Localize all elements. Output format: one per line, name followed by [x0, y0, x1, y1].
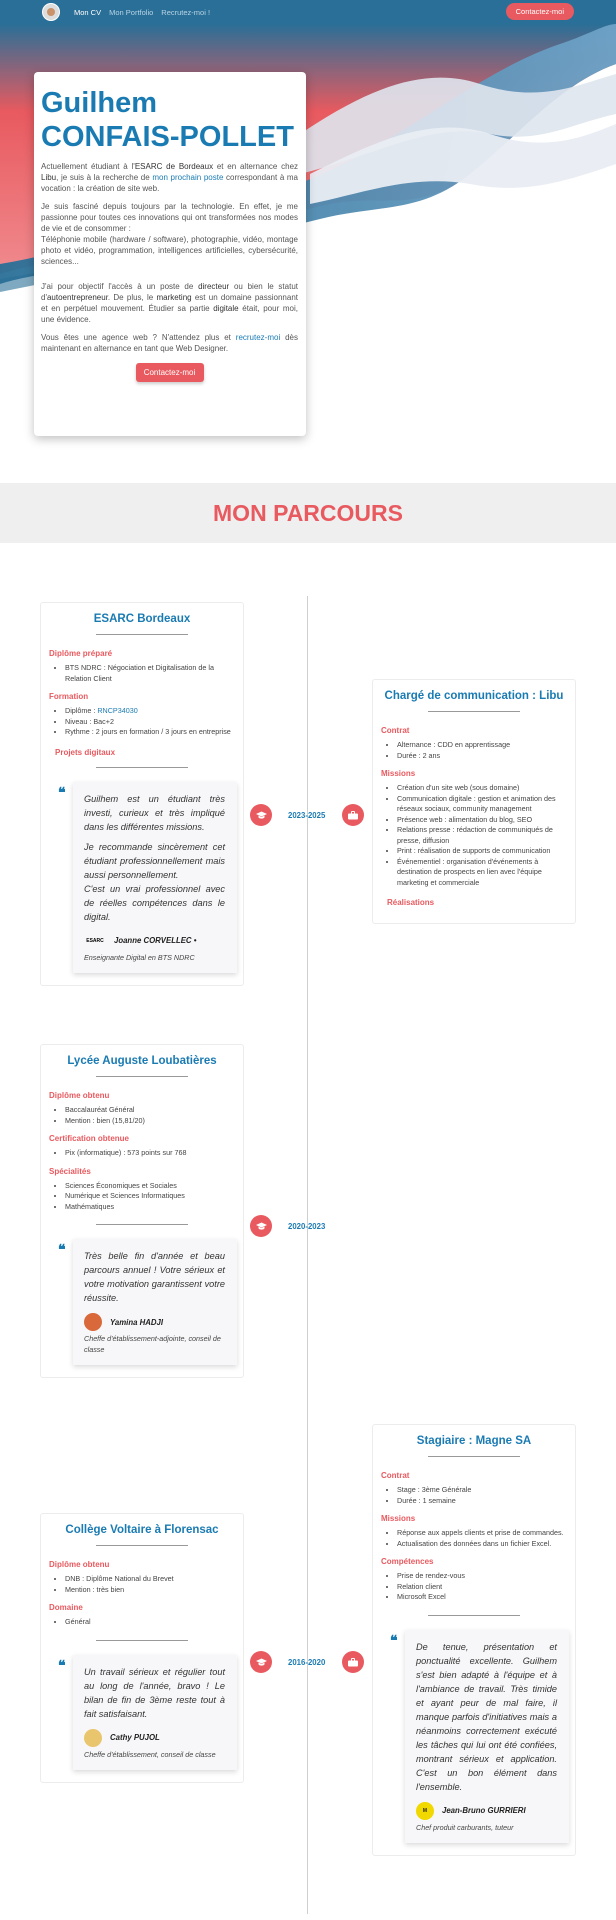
list-item: • Création d'un site web (sous domaine) — [397, 783, 567, 794]
text: J'ai pour objectif l'accès à un poste de — [41, 282, 199, 291]
company-logo: M — [416, 1802, 434, 1820]
text: Vous êtes une agence web ? N'attendez plus et — [41, 333, 236, 342]
hero-card — [34, 72, 306, 436]
projects-toggle[interactable]: Projets digitaux — [55, 747, 116, 757]
navbar — [0, 0, 616, 24]
list-item: • Réponse aux appels clients et prise de commandes. — [397, 1528, 567, 1539]
quote-icon: ❝ — [390, 1631, 398, 1648]
quote-icon: ❝ — [58, 783, 66, 800]
card-list — [65, 1574, 235, 1595]
author-role: Chef produit carburants, tuteur — [416, 1822, 514, 1832]
divider — [428, 711, 520, 712]
card-heading: Missions — [381, 769, 416, 778]
divider — [96, 1076, 188, 1077]
text: Actuellement étudiant à l' — [41, 162, 135, 171]
list-item: • Alternance : CDD en apprentissage — [397, 740, 567, 751]
card-title: Chargé de communication : Libu — [384, 690, 564, 702]
card-list — [397, 1528, 567, 1549]
timeline-card-libu — [372, 679, 576, 924]
text: , je suis à la recherche de — [56, 173, 153, 182]
list-item: • Stage : 3ème Générale — [397, 1485, 567, 1496]
text: dès maintenant en alternance en tant que Web Designer. — [41, 333, 298, 353]
list-item: • Mention : très bien — [65, 1585, 235, 1596]
text: et en alternance chez — [213, 162, 299, 171]
hero-last-name: CONFAIS-POLLET — [41, 121, 294, 153]
divider — [428, 1615, 520, 1616]
section-band — [0, 483, 616, 543]
next-job-link[interactable]: mon prochain poste — [152, 173, 224, 182]
list-item: • Événementiel : organisation d'événements à destination de prospects en lien avec l'équipe marketing et commerciale — [397, 857, 567, 889]
author-role: Enseignante Digital en BTS NDRC — [84, 952, 195, 962]
hero-goal-paragraph — [41, 281, 298, 325]
esarc-logo: ESARC — [86, 937, 104, 944]
divider — [96, 1545, 188, 1546]
card-heading: Diplôme obtenu — [49, 1560, 110, 1569]
timeline-card-esarc — [40, 602, 244, 986]
list-item: • Relation client — [397, 1582, 567, 1593]
timeline-card-lycee — [40, 1044, 244, 1378]
timeline-date: 2016-2020 — [288, 1658, 326, 1667]
card-list — [65, 1181, 235, 1213]
card-list — [65, 663, 235, 684]
hero-passion-paragraph — [41, 201, 298, 267]
list-item: • Général — [65, 1617, 235, 1628]
nav-link-cv[interactable]: Mon CV — [74, 7, 102, 17]
list-item: • Baccalauréat Général — [65, 1105, 235, 1116]
quote-author — [84, 932, 225, 950]
text: correspondant à ma vocation : la création de site web. — [41, 173, 299, 193]
section-title: MON PARCOURS — [213, 500, 403, 526]
list-item: • Relations presse : rédaction de communiqués de presse, diffusion — [397, 825, 567, 846]
timeline-date: 2020-2023 — [288, 1222, 326, 1231]
author-name: Joanne CORVELLEC • — [114, 936, 197, 945]
timeline-line — [307, 596, 308, 1914]
school-logo — [84, 1313, 102, 1331]
briefcase-icon — [342, 1651, 364, 1673]
rncp-link[interactable]: RNCP34030 — [97, 706, 138, 715]
list-item: • Prise de rendez-vous — [397, 1571, 567, 1582]
text: Téléphonie mobile (hardware / software), photographie, vidéo, montage photo et vidéo, programmation, intelligences artificielles, cybersécurité, sciences... — [41, 235, 298, 266]
graduation-cap-icon — [250, 804, 272, 826]
avatar[interactable] — [42, 3, 60, 21]
quote-text: Guilhem est un étudiant très investi, curieux et très impliqué dans les différentes missions. — [84, 793, 225, 832]
list-item: • DNB : Diplôme National du Brevet — [65, 1574, 235, 1585]
card-heading: Diplôme préparé — [49, 649, 113, 658]
list-item: • Actualisation des données dans un fichier Excel. — [397, 1539, 567, 1550]
author-name: Cathy PUJOL — [110, 1733, 160, 1742]
hero-agency-paragraph — [41, 332, 298, 354]
text: marketing — [156, 293, 192, 302]
quote-text: Un travail sérieux et régulier tout au long de l'année, bravo ! Le bilan de fin de 3ème reste tout à fait satisfaisant. — [84, 1666, 225, 1719]
hero-contact-button[interactable]: Contactez-moi — [136, 363, 204, 382]
text: Diplôme : — [65, 706, 98, 715]
divider — [428, 1456, 520, 1457]
card-heading: Contrat — [381, 1471, 410, 1480]
school-name: ESARC de Bordeaux — [134, 162, 214, 171]
card-title: Collège Voltaire à Florensac — [65, 1524, 219, 1536]
graduation-cap-icon — [250, 1215, 272, 1237]
list-item: • Mention : bien (15,81/20) — [65, 1116, 235, 1127]
timeline-card-magne — [372, 1424, 576, 1856]
card-heading: Domaine — [49, 1603, 83, 1612]
text: est un domaine passionnant et en perpétuel mouvement. Étudier sa partie — [41, 293, 298, 313]
quote-text: Je recommande sincèrement cet étudiant professionnellement mais aussi personnellement. — [84, 841, 225, 880]
recruit-link[interactable]: recrutez-moi — [235, 333, 281, 342]
card-list — [65, 1148, 235, 1159]
quote-author — [84, 1729, 225, 1747]
hero-intro-paragraph — [41, 161, 298, 194]
card-list — [65, 1105, 235, 1126]
list-item: • Microsoft Excel — [397, 1592, 567, 1603]
nav-link-recruit[interactable]: Recrutez-moi ! — [161, 7, 211, 17]
list-item: • Sciences Économiques et Sociales — [65, 1181, 235, 1192]
card-heading: Diplôme obtenu — [49, 1091, 110, 1100]
testimonial — [58, 782, 237, 974]
text: autoentrepreneur — [46, 293, 108, 302]
quote-author — [416, 1802, 557, 1820]
company-name: Libu — [41, 173, 57, 182]
quote-icon: ❝ — [58, 1241, 66, 1257]
card-title: Stagiaire : Magne SA — [416, 1435, 532, 1447]
author-name: Jean-Bruno GURRIERI — [442, 1806, 526, 1815]
nav-link-portfolio[interactable]: Mon Portfolio — [109, 7, 154, 17]
text: Je suis fasciné depuis toujours par la technologie. En effet, je me passionne pour toutes ces innovations qui ont transformées nos modes de vie et de consommer : — [41, 202, 298, 233]
graduation-cap-icon — [250, 1651, 272, 1673]
nav-contact-button[interactable]: Contactez-moi — [506, 3, 574, 20]
author-name: Yamina HADJI — [110, 1317, 164, 1327]
briefcase-icon — [342, 804, 364, 826]
text: était, pour moi, une évidence. — [41, 304, 298, 324]
divider — [96, 767, 188, 768]
card-list — [397, 783, 567, 888]
text: directeur — [198, 282, 230, 291]
quote-author — [84, 1313, 225, 1331]
text: digitale — [213, 304, 239, 313]
achievements-toggle[interactable]: Réalisations — [387, 898, 435, 907]
card-heading: Spécialités — [49, 1166, 91, 1176]
card-list — [65, 1617, 235, 1628]
card-heading: Compétences — [381, 1557, 434, 1566]
card-list — [397, 740, 567, 761]
list-item: • Print : réalisation de supports de communication — [397, 846, 567, 857]
card-heading: Contrat — [381, 726, 410, 735]
divider — [96, 634, 188, 635]
list-item: • Durée : 2 ans — [397, 751, 567, 762]
list-item: • Durée : 1 semaine — [397, 1496, 567, 1507]
author-role: Cheffe d'établissement, conseil de classe — [84, 1749, 216, 1759]
card-list — [397, 1485, 567, 1506]
list-item: • Communication digitale : gestion et animation des réseaux sociaux, community management — [397, 794, 567, 815]
card-list — [65, 706, 235, 738]
school-logo — [84, 1729, 102, 1747]
list-item: • Niveau : Bac+2 — [65, 717, 235, 728]
card-title: ESARC Bordeaux — [93, 613, 191, 625]
list-item: • BTS NDRC : Négociation et Digitalisation de la Relation Client — [65, 663, 235, 684]
author-role: Cheffe d'établissement-adjointe, conseil de classe — [84, 1334, 221, 1354]
divider — [96, 1640, 188, 1641]
quote-icon: ❝ — [58, 1656, 66, 1673]
testimonial — [58, 1239, 237, 1365]
card-heading: Missions — [381, 1514, 416, 1523]
card-heading: Certification obtenue — [49, 1134, 130, 1143]
hero-first-name: Guilhem — [41, 87, 158, 119]
timeline-card-voltaire — [40, 1513, 244, 1783]
text: ou bien le statut d' — [41, 282, 298, 302]
card-title: Lycée Auguste Loubatières — [67, 1055, 217, 1067]
quote-text: De tenue, présentation et ponctualité excellente. Guilhem s'est bien adapté à l'équipe et à l'ambiance de travail. Très timide et ayant peur de mal faire, il manque parfois d'initiatives mais a néanmoins correctement exécuté les tâches qui lui ont été confiées, montrant sérieux et application. C'est un bon élément dans l'ensemble. — [416, 1641, 557, 1792]
list-item: • Numérique et Sciences Informatiques — [65, 1191, 235, 1202]
quote-text: Très belle fin d'année et beau parcours annuel ! Votre sérieux et votre motivation garantissent votre réussite. — [84, 1251, 225, 1303]
testimonial — [58, 1655, 237, 1771]
divider — [96, 1224, 188, 1225]
list-item: • Présence web : alimentation du blog, SEO — [397, 815, 567, 826]
testimonial — [390, 1630, 569, 1844]
text: . De plus, le — [107, 293, 157, 302]
hero-title — [41, 86, 298, 154]
card-list — [397, 1571, 567, 1603]
list-item: • Mathématiques — [65, 1202, 235, 1213]
list-item — [65, 706, 235, 717]
card-heading: Formation — [49, 692, 89, 701]
list-item: • Rythme : 2 jours en formation / 3 jours en entreprise — [65, 727, 235, 738]
timeline-date: 2023-2025 — [288, 811, 326, 820]
quote-text: C'est un vrai professionnel avec de réelles compétences dans le digital. — [84, 883, 225, 922]
list-item: • Pix (informatique) : 573 points sur 768 — [65, 1148, 235, 1159]
